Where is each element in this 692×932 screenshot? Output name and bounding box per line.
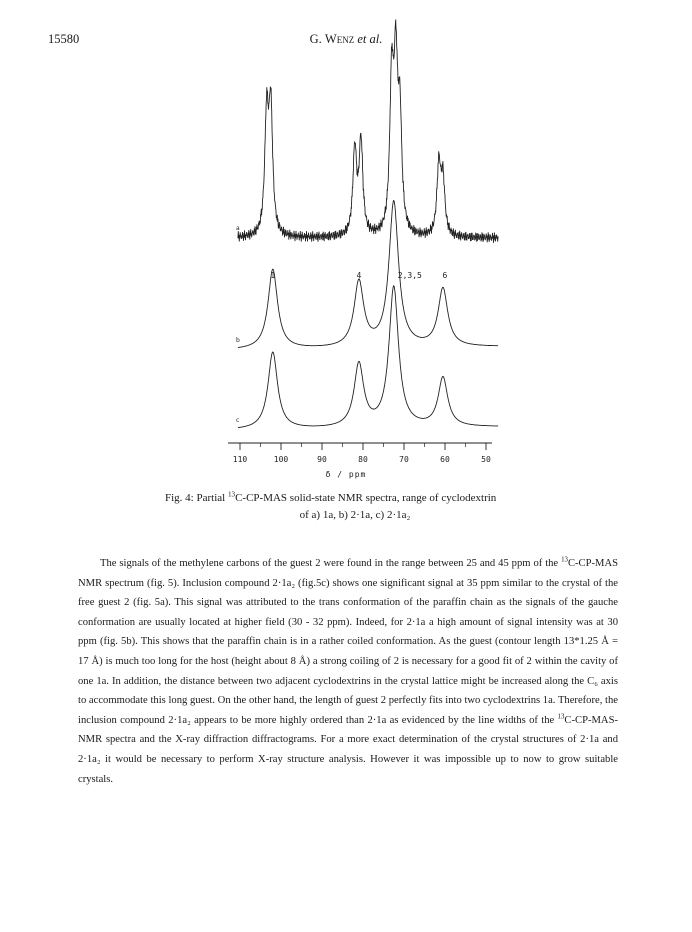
x-tick-label: 70: [399, 455, 409, 464]
spectrum-trace-c: [238, 286, 498, 428]
body-paragraph: The signals of the methylene carbons of the guest 2 were found in the range between 25 and 45 ppm of the $^{13}$C-CP-MAS NMR spectrum (fig. 5). Inclusion compound 2·1a₂ (fig.5c) shows one significant signal at 35 ppm similar to the crystal of the free guest 2 (fig. 5a). This signal was attributed to the trans conformation of the paraffin chain as the signals of the gauche conformation are usually located at higher field (30 - 32 ppm). Indeed, for 2·1a a high amount of signal intensity was at 30 ppm (fig. 5b). This shows that the paraffin chain is in a rather coiled conformation. As the guest (contour length 13*1.25 Å = 17 Å) is much too long for the host (height about 8 Å) a strong coiling of 2 is necessary for a good fit of 2 within the cavity of one 1a. In addition, the distance between two adjacent cyclodextrins in the crystal lattice might be increased along the C₆ axis to accommodate this long guest. On the other hand, the length of guest 2 perfectly fits into two cyclodextrins 1a. Therefore, the inclusion compound 2·1a₂ appears to be more highly ordered than 2·1a as evidenced by the line widths of the $^{13}$C-CP-MAS-NMR spectra and the X-ray diffraction diffractograms. For a more exact determination of the crystal structures of 2·1a and 2·1a₂ it would be necessary to perform X-ray structure analysis. However it was impossible up to now to grow suitable crystals.: [78, 556, 618, 785]
figure-caption: Fig. 4: Partial $^{13}$C-CP-MAS solid-state NMR spectra, range of cyclodextrin of a) 1a, b) 2·1a, c) 2·1a₂: [165, 490, 497, 521]
spectrum-trace-a: [238, 20, 498, 243]
page-number: 15580: [48, 32, 80, 46]
peak-label: 1: [270, 271, 276, 280]
trace-label-a: a: [236, 225, 240, 232]
author-name: Wenz: [324, 32, 355, 46]
running-head: G. Wenz et al.: [309, 32, 383, 46]
x-axis-label: δ / ppm: [325, 470, 367, 479]
peak-label: 4: [356, 271, 362, 280]
x-tick-label: 90: [317, 455, 327, 464]
peak-label: 6: [442, 271, 448, 280]
trace-label-c: c: [236, 417, 240, 424]
trace-label-b: b: [236, 337, 240, 344]
x-tick-label: 80: [358, 455, 368, 464]
peak-label: 2,3,5: [397, 271, 422, 280]
x-tick-label: 110: [232, 455, 248, 464]
x-tick-label: 60: [440, 455, 450, 464]
x-tick-label: 100: [273, 455, 289, 464]
x-tick-label: 50: [481, 455, 491, 464]
